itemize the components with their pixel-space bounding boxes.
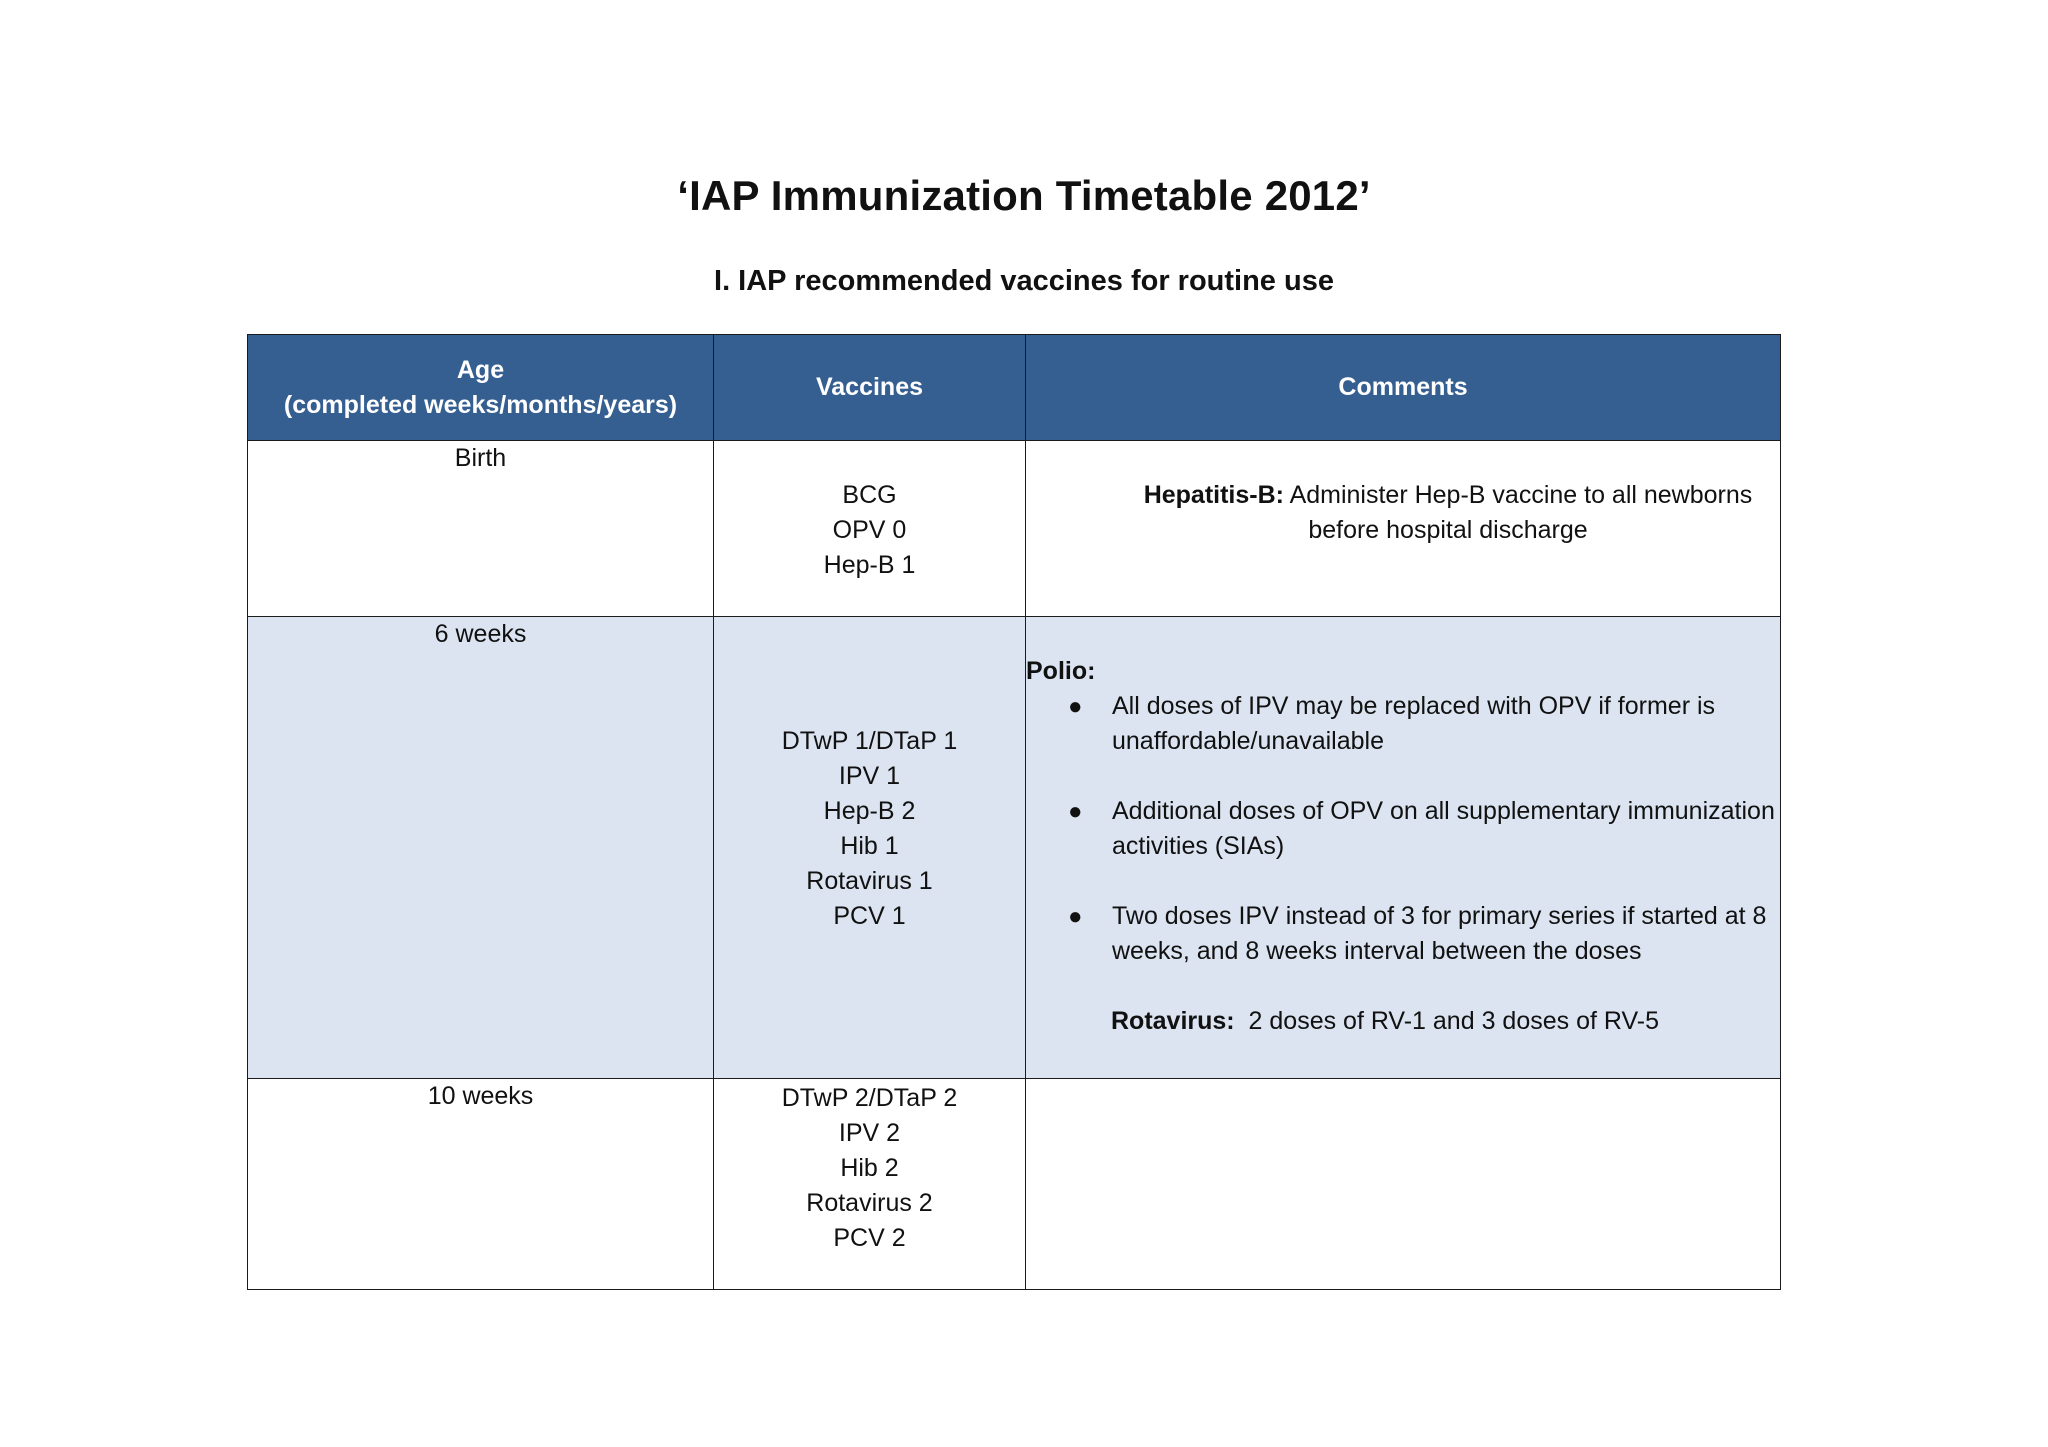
- rotavirus-comment: [1026, 1004, 1780, 1039]
- vaccine-item: Rotavirus 1: [806, 867, 933, 895]
- hepatitis-b-text: Administer Hep-B vaccine to all newborns before hospital discharge: [1284, 481, 1753, 544]
- vaccine-item: DTwP 2/DTaP 2: [781, 1084, 958, 1112]
- vaccine-item: Hep-B 2: [823, 797, 916, 825]
- vaccine-item: Rotavirus 2: [806, 1189, 933, 1217]
- vaccine-item: Hep-B 1: [823, 551, 916, 579]
- header-age: [248, 335, 714, 441]
- immunization-table: [247, 334, 1781, 1290]
- header-vaccines: Vaccines: [714, 335, 1026, 441]
- polio-bullet-list: [1026, 689, 1780, 969]
- vaccines-cell: [714, 1079, 1026, 1290]
- comments-cell: [1026, 1079, 1781, 1290]
- comments-cell: [1026, 617, 1781, 1079]
- vaccine-item: OPV 0: [832, 516, 907, 544]
- vaccine-item: Hib 2: [840, 1154, 899, 1182]
- rotavirus-label: Rotavirus:: [1111, 1007, 1235, 1035]
- polio-label: Polio:: [1026, 657, 1096, 685]
- age-cell: Birth: [248, 441, 714, 617]
- age-cell: 6 weeks: [248, 617, 714, 1079]
- header-age-subtext: (completed weeks/months/years): [283, 390, 678, 419]
- polio-point-text: Two doses IPV instead of 3 for primary series if started at 8 weeks, and 8 weeks interval between the doses: [1112, 902, 1767, 965]
- rotavirus-text: 2 doses of RV-1 and 3 doses of RV-5: [1234, 1007, 1659, 1035]
- table-row: [248, 1079, 1781, 1290]
- list-item: [1026, 899, 1780, 969]
- section-heading: I. IAP recommended vaccines for routine use: [714, 265, 1334, 297]
- bullet-icon: ●: [1068, 798, 1083, 825]
- header-comments: Comments: [1026, 335, 1781, 441]
- list-item: [1026, 689, 1780, 759]
- comments-cell: [1026, 441, 1781, 617]
- bullet-icon: ●: [1068, 903, 1083, 930]
- list-item: [1026, 794, 1780, 864]
- vaccine-item: PCV 2: [833, 1224, 906, 1252]
- vaccine-item: PCV 1: [833, 902, 906, 930]
- vaccine-list: [714, 441, 1025, 583]
- table-row: [248, 617, 1781, 1079]
- vaccine-list: [714, 617, 1025, 934]
- vaccine-item: IPV 2: [838, 1119, 901, 1147]
- bullet-icon: ●: [1068, 693, 1083, 720]
- age-cell: 10 weeks: [248, 1079, 714, 1290]
- header-age-label: Age: [456, 355, 505, 384]
- vaccines-cell: [714, 441, 1026, 617]
- hepatitis-b-label: Hepatitis-B:: [1143, 481, 1284, 509]
- polio-point-text: Additional doses of OPV on all supplementary immunization activities (SIAs): [1112, 797, 1775, 860]
- page-title: ‘IAP Immunization Timetable 2012’: [677, 172, 1371, 219]
- vaccine-item: Hib 1: [840, 832, 899, 860]
- hepatitis-b-comment: [1026, 478, 1780, 548]
- polio-point-text: All doses of IPV may be replaced with OPV if former is unaffordable/unavailable: [1112, 692, 1716, 755]
- vaccine-item: DTwP 1/DTaP 1: [781, 727, 958, 755]
- table-header-row: [248, 335, 1781, 441]
- vaccine-item: BCG: [842, 481, 897, 509]
- table-row: [248, 441, 1781, 617]
- vaccines-cell: [714, 617, 1026, 1079]
- vaccine-item: IPV 1: [838, 762, 901, 790]
- vaccine-list: [714, 1079, 1025, 1256]
